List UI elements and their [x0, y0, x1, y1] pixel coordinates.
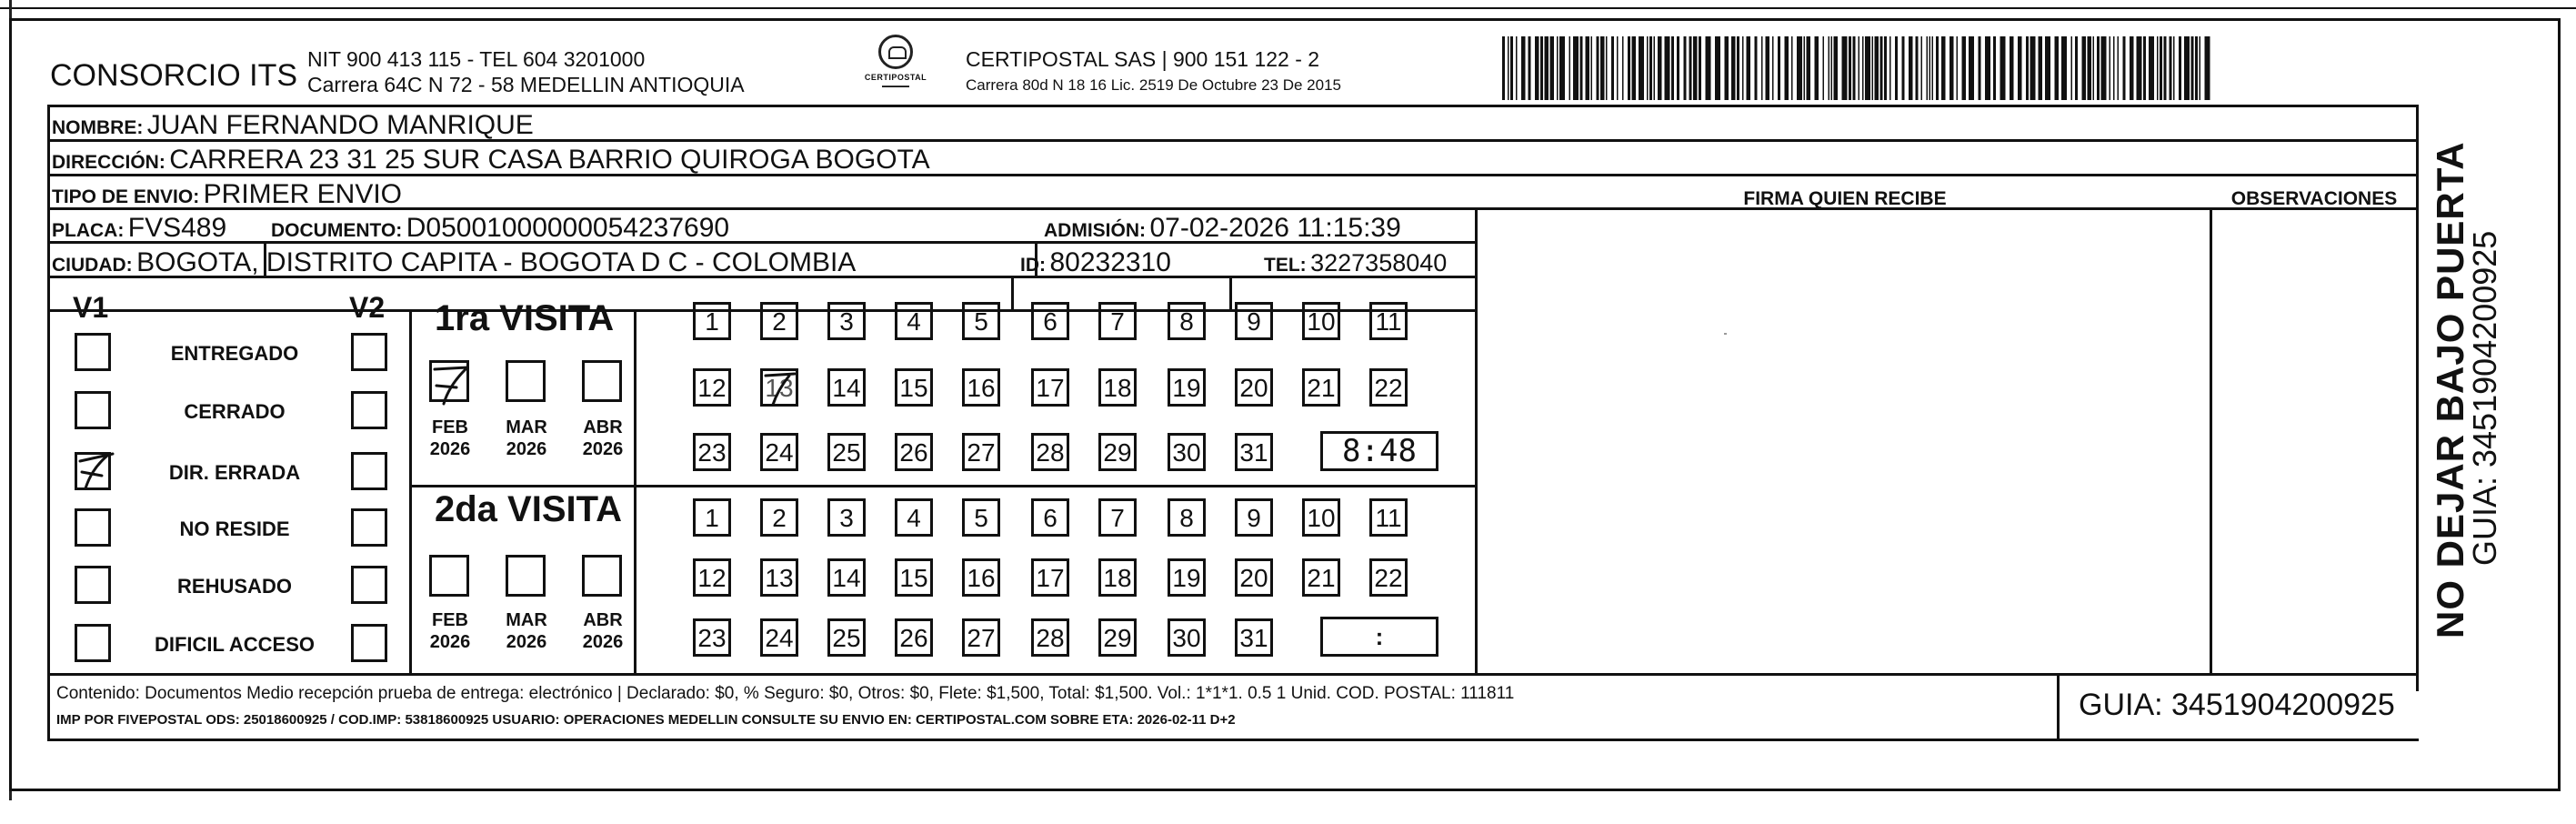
documento-field	[271, 215, 729, 242]
barcode-bar	[2088, 36, 2092, 100]
barcode-bar	[1597, 36, 1599, 100]
day-box[interactable]: 23	[693, 618, 731, 657]
barcode-bar	[1859, 36, 1860, 100]
day-box[interactable]: 13	[760, 368, 798, 407]
barcode-bar	[1815, 36, 1819, 100]
barcode-bar	[2173, 36, 2175, 100]
barcode-bar	[1622, 36, 1624, 100]
barcode-bar	[1936, 36, 1939, 100]
tipo-envio-field	[52, 181, 402, 208]
barcode-bar	[1797, 36, 1802, 100]
barcode-bar	[1516, 36, 1518, 100]
barcode-bar	[1927, 36, 1929, 100]
barcode-bar	[1862, 36, 1864, 100]
barcode-bar	[1557, 36, 1559, 100]
direccion-value: CARRERA 23 31 25 SUR CASA BARRIO QUIROGA BOGOTA	[169, 145, 930, 175]
barcode-bar	[1785, 36, 1789, 100]
month-label	[573, 417, 633, 460]
day-box[interactable]: 20	[1235, 368, 1273, 407]
barcode-bar	[1872, 36, 1874, 100]
logo-icon	[878, 35, 913, 69]
direccion-field	[52, 146, 930, 174]
day-box[interactable]: 16	[962, 368, 1000, 407]
barcode-bar	[2200, 36, 2201, 100]
barcode-bar	[2143, 36, 2146, 100]
v2-checkbox[interactable]	[351, 452, 387, 490]
tel-field	[1264, 251, 1447, 276]
month-year: 2026	[429, 632, 471, 652]
carrier-address: Carrera 80d N 18 16 Lic. 2519 De Octubre 23 De 2015	[966, 76, 1341, 94]
status-label: DIR. ERRADA	[168, 461, 301, 484]
barcode-bar	[1804, 36, 1806, 100]
month-checkbox[interactable]	[582, 360, 622, 402]
day-box[interactable]: 27	[962, 618, 1000, 657]
nombre-label: NOMBRE:	[52, 117, 144, 138]
scan-speck	[1724, 333, 1727, 335]
barcode-bar	[2010, 36, 2014, 100]
barcode-bar	[1921, 36, 1923, 100]
logo-tagline: ▬▬▬▬▬	[882, 84, 909, 89]
placa-value: FVS489	[127, 213, 227, 243]
barcode-bar	[2075, 36, 2078, 100]
observaciones-header: OBSERVACIONES	[2230, 188, 2398, 209]
status-label: ENTREGADO	[170, 342, 299, 365]
day-box[interactable]: 30	[1168, 618, 1206, 657]
barcode-bar	[1834, 36, 1839, 100]
top-rule	[0, 7, 2576, 9]
barcode-bar	[1807, 36, 1811, 100]
day-box[interactable]: 14	[827, 368, 866, 407]
status-label: REHUSADO	[177, 575, 292, 598]
nombre-field	[52, 112, 534, 139]
v2-checkbox[interactable]	[351, 566, 387, 604]
barcode	[1502, 36, 2211, 100]
barcode-bar	[1909, 36, 1913, 100]
ciudad-field	[52, 249, 856, 276]
day-box[interactable]: 8	[1168, 302, 1206, 340]
id-label: ID:	[1020, 255, 1046, 276]
barcode-bar	[1684, 36, 1687, 100]
visit-time-box[interactable]: 8:48	[1320, 431, 1438, 471]
ciudad-value: BOGOTA, DISTRITO CAPITA - BOGOTA D C - COLOMBIA	[136, 247, 857, 277]
day-box[interactable]: 19	[1168, 368, 1206, 407]
barcode-bar	[1791, 36, 1793, 100]
day-box[interactable]: 18	[1098, 368, 1137, 407]
day-box[interactable]: 18	[1098, 558, 1137, 597]
day-box[interactable]: 7	[1098, 302, 1137, 340]
barcode-bar	[2045, 36, 2050, 100]
month-year: 2026	[506, 439, 547, 459]
day-box[interactable]: 15	[895, 368, 933, 407]
barcode-bar	[1829, 36, 1830, 100]
barcode-bar	[1715, 36, 1720, 100]
day-box[interactable]: 1	[693, 498, 731, 537]
barcode-bar	[1529, 36, 1531, 100]
day-box[interactable]: 15	[895, 558, 933, 597]
month-label	[573, 609, 633, 653]
day-box[interactable]: 6	[1031, 498, 1069, 537]
v2-checkbox[interactable]	[351, 508, 387, 547]
day-box[interactable]: 16	[962, 558, 1000, 597]
month-name: ABR	[583, 610, 623, 630]
day-box[interactable]: 14	[827, 558, 866, 597]
day-box[interactable]: 10	[1302, 498, 1340, 537]
visit-2-title: 2da VISITA	[435, 489, 622, 529]
day-box[interactable]: 11	[1369, 498, 1408, 537]
barcode-bar	[2030, 36, 2036, 100]
day-box[interactable]: 30	[1168, 433, 1206, 471]
barcode-bar	[2110, 36, 2111, 100]
day-box[interactable]: 25	[827, 618, 866, 657]
month-label	[496, 417, 556, 460]
month-name: MAR	[506, 610, 547, 630]
tipo-envio-label: TIPO DE ENVIO:	[52, 186, 200, 207]
day-box[interactable]: 19	[1168, 558, 1206, 597]
day-box[interactable]: 29	[1098, 618, 1137, 657]
barcode-bar	[2055, 36, 2060, 100]
barcode-bar	[1875, 36, 1879, 100]
month-checkbox[interactable]	[506, 360, 546, 402]
day-box[interactable]: 5	[962, 498, 1000, 537]
barcode-bar	[1985, 36, 1990, 100]
footer-guia: GUIA: 3451904200925	[2079, 688, 2395, 722]
barcode-bar	[1950, 36, 1954, 100]
barcode-bar	[1731, 36, 1736, 100]
barcode-bar	[1962, 36, 1967, 100]
month-year: 2026	[582, 632, 624, 652]
barcode-bar	[1632, 36, 1637, 100]
day-box[interactable]: 4	[895, 302, 933, 340]
handwritten-check-mark	[429, 360, 473, 406]
barcode-bar	[1831, 36, 1833, 100]
barcode-bar	[1508, 36, 1509, 100]
barcode-bar	[2149, 36, 2154, 100]
barcode-bar	[2026, 36, 2029, 100]
carrier-name: CERTIPOSTAL SAS | 900 151 122 - 2	[966, 47, 1320, 71]
month-label	[496, 609, 556, 653]
logo-text: CERTIPOSTAL	[864, 73, 927, 82]
day-box[interactable]: 29	[1098, 433, 1137, 471]
barcode-bar	[1693, 36, 1698, 100]
visit-time-box[interactable]: :	[1320, 617, 1438, 657]
day-box[interactable]: 28	[1031, 433, 1069, 471]
barcode-bar	[2160, 36, 2162, 100]
barcode-bar	[1639, 36, 1644, 100]
barcode-bar	[1895, 36, 1898, 100]
barcode-bar	[1665, 36, 1670, 100]
day-box[interactable]: 13	[760, 558, 798, 597]
ciudad-label: CIUDAD:	[52, 255, 133, 276]
barcode-bar	[2097, 36, 2100, 100]
month-checkbox[interactable]	[429, 555, 469, 597]
barcode-bar	[2157, 36, 2159, 100]
v1-checkbox[interactable]	[75, 566, 111, 604]
admision-value: 07-02-2026 11:15:39	[1149, 213, 1401, 243]
barcode-bar	[1823, 36, 1825, 100]
barcode-bar	[2170, 36, 2172, 100]
barcode-bar	[1969, 36, 1974, 100]
day-box[interactable]: 28	[1031, 618, 1069, 657]
barcode-bar	[1742, 36, 1744, 100]
day-box[interactable]: 4	[895, 498, 933, 537]
barcode-bar	[1580, 36, 1583, 100]
placa-field	[52, 215, 226, 242]
company-nit: NIT 900 413 115 - TEL 604 3201000	[307, 47, 646, 71]
day-box[interactable]: 21	[1302, 368, 1340, 407]
barcode-bar	[1761, 36, 1763, 100]
nombre-value: JUAN FERNANDO MANRIQUE	[146, 110, 534, 140]
month-label	[420, 609, 480, 653]
barcode-bar	[1540, 36, 1543, 100]
day-box[interactable]: 24	[760, 433, 798, 471]
barcode-bar	[1916, 36, 1919, 100]
company-name: CONSORCIO ITS	[50, 58, 298, 93]
day-box[interactable]: 17	[1031, 558, 1069, 597]
barcode-bar	[1979, 36, 1981, 100]
day-box[interactable]: 3	[827, 302, 866, 340]
day-box[interactable]: 21	[1302, 558, 1340, 597]
footer-contents: Contenido: Documentos Medio recepción prueba de entrega: electrónico | Declarado: $0, % Seguro: $0, Otros: $0, Flete: $1,500, Total: $1,500. Vol.: 1*1*1. 0.5 1 Unid. COD. POSTAL: 111811	[56, 684, 1515, 703]
v1-checkbox[interactable]	[75, 624, 111, 662]
barcode-bar	[1941, 36, 1946, 100]
barcode-bar	[1902, 36, 1905, 100]
admision-label: ADMISIÓN:	[1044, 220, 1146, 241]
barcode-bar	[2018, 36, 2022, 100]
barcode-bar	[1993, 36, 1996, 100]
month-name: MAR	[506, 417, 547, 437]
barcode-bar	[1737, 36, 1739, 100]
status-label: CERRADO	[184, 400, 286, 423]
day-box[interactable]: 22	[1369, 368, 1408, 407]
month-checkbox[interactable]	[506, 555, 546, 597]
barcode-bar	[1628, 36, 1630, 100]
barcode-bar	[2113, 36, 2115, 100]
day-box[interactable]: 20	[1235, 558, 1273, 597]
visit-1-title: 1ra VISITA	[435, 298, 615, 338]
day-box[interactable]: 2	[760, 302, 798, 340]
status-label: DIFICIL ACCESO	[154, 633, 315, 656]
barcode-bar	[1550, 36, 1555, 100]
direccion-label: DIRECCIÓN:	[52, 152, 165, 173]
barcode-bar	[1853, 36, 1856, 100]
month-checkbox[interactable]	[582, 555, 622, 597]
day-box[interactable]: 12	[693, 368, 731, 407]
barcode-bar	[2191, 36, 2194, 100]
barcode-bar	[1884, 36, 1887, 100]
v1-checkbox[interactable]	[75, 508, 111, 547]
barcode-bar	[2179, 36, 2181, 100]
barcode-bar	[2039, 36, 2043, 100]
v1-checkbox[interactable]	[75, 333, 111, 371]
day-box[interactable]: 23	[693, 433, 731, 471]
footer-imp-info: IMP POR FIVEPOSTAL ODS: 25018600925 / COD.IMP: 53818600925 USUARIO: OPERACIONES MEDELLIN CONSULTE SU ENVIO EN: CERTIPOSTAL.COM SOBRE ETA: 2026-02-11 D+2	[56, 712, 1236, 728]
barcode-bar	[2118, 36, 2120, 100]
barcode-bar	[1706, 36, 1711, 100]
day-box[interactable]: 17	[1031, 368, 1069, 407]
id-field	[1020, 249, 1171, 276]
barcode-bar	[2082, 36, 2087, 100]
v1-checkbox[interactable]	[75, 391, 111, 429]
barcode-bar	[1600, 36, 1605, 100]
barcode-bar	[2205, 36, 2210, 100]
day-box[interactable]: 26	[895, 618, 933, 657]
v2-checkbox[interactable]	[351, 333, 387, 371]
barcode-bar	[1569, 36, 1571, 100]
barcode-bar	[1766, 36, 1770, 100]
barcode-bar	[2184, 36, 2190, 100]
barcode-bar	[1677, 36, 1679, 100]
day-box[interactable]: 7	[1098, 498, 1137, 537]
firma-header: FIRMA QUIEN RECIBE	[1743, 188, 1947, 209]
day-box[interactable]: 11	[1369, 302, 1408, 340]
barcode-bar	[1535, 36, 1539, 100]
barcode-bar	[2137, 36, 2142, 100]
barcode-bar	[1689, 36, 1692, 100]
barcode-bar	[1591, 36, 1593, 100]
barcode-bar	[2164, 36, 2167, 100]
day-box[interactable]: 25	[827, 433, 866, 471]
day-box[interactable]: 9	[1235, 498, 1273, 537]
barcode-bar	[1617, 36, 1619, 100]
barcode-bar	[1755, 36, 1758, 100]
barcode-bar	[1521, 36, 1526, 100]
day-box[interactable]: 22	[1369, 558, 1408, 597]
barcode-bar	[1957, 36, 1959, 100]
v2-header: V2	[349, 291, 386, 324]
barcode-bar	[1649, 36, 1652, 100]
handwritten-day-mark	[762, 370, 798, 407]
barcode-bar	[1573, 36, 1579, 100]
day-box[interactable]: 12	[693, 558, 731, 597]
barcode-bar	[1842, 36, 1848, 100]
barcode-bar	[1606, 36, 1608, 100]
status-label: NO RESIDE	[179, 518, 290, 540]
barcode-bar	[2123, 36, 2126, 100]
month-name: FEB	[432, 417, 468, 437]
certipostal-logo	[846, 35, 946, 107]
barcode-bar	[1671, 36, 1674, 100]
side-notice: NO DEJAR BAJO PUERTA	[2429, 141, 2471, 638]
id-value: 80232310	[1049, 247, 1171, 277]
day-box[interactable]: 31	[1235, 433, 1273, 471]
tipo-envio-value: PRIMER ENVIO	[203, 179, 403, 209]
barcode-bar	[1611, 36, 1614, 100]
barcode-bar	[1880, 36, 1883, 100]
barcode-bar	[1889, 36, 1891, 100]
barcode-bar	[1647, 36, 1649, 100]
barcode-bar	[2071, 36, 2073, 100]
barcode-bar	[1849, 36, 1851, 100]
company-address: Carrera 64C N 72 - 58 MEDELLIN ANTIOQUIA	[307, 73, 745, 96]
barcode-bar	[2093, 36, 2095, 100]
admision-field	[1044, 215, 1401, 242]
barcode-bar	[1932, 36, 1934, 100]
day-box[interactable]: 3	[827, 498, 866, 537]
handwritten-check-mark	[76, 448, 116, 492]
day-box[interactable]: 5	[962, 302, 1000, 340]
v1-header: V1	[73, 291, 109, 324]
placa-label: PLACA:	[52, 220, 125, 241]
day-box[interactable]: 31	[1235, 618, 1273, 657]
month-year: 2026	[506, 632, 547, 652]
month-label	[420, 417, 480, 460]
barcode-bar	[1747, 36, 1751, 100]
barcode-bar	[1545, 36, 1549, 100]
documento-value: D05001000000054237690	[406, 213, 730, 243]
barcode-bar	[1586, 36, 1590, 100]
day-box[interactable]: 8	[1168, 498, 1206, 537]
day-box[interactable]: 27	[962, 433, 1000, 471]
month-year: 2026	[429, 439, 471, 459]
barcode-bar	[1699, 36, 1701, 100]
day-box[interactable]: 1	[693, 302, 731, 340]
v2-checkbox[interactable]	[351, 391, 387, 429]
v2-checkbox[interactable]	[351, 624, 387, 662]
side-guia: GUIA: 3451904200925	[2466, 230, 2503, 566]
barcode-bar	[2000, 36, 2006, 100]
month-year: 2026	[582, 439, 624, 459]
tel-label: TEL:	[1264, 255, 1307, 276]
barcode-bar	[1778, 36, 1780, 100]
day-box[interactable]: 2	[760, 498, 798, 537]
day-box[interactable]: 10	[1302, 302, 1340, 340]
barcode-bar	[2061, 36, 2067, 100]
day-box[interactable]: 9	[1235, 302, 1273, 340]
month-name: ABR	[583, 417, 623, 437]
barcode-bar	[1559, 36, 1565, 100]
barcode-bar	[1772, 36, 1774, 100]
barcode-bar	[2101, 36, 2107, 100]
barcode-bar	[1502, 36, 1505, 100]
barcode-bar	[1654, 36, 1656, 100]
barcode-bar	[2130, 36, 2134, 100]
day-box[interactable]: 26	[895, 433, 933, 471]
day-box[interactable]: 6	[1031, 302, 1069, 340]
documento-label: DOCUMENTO:	[271, 220, 403, 241]
barcode-bar	[1865, 36, 1870, 100]
barcode-bar	[1725, 36, 1729, 100]
barcode-bar	[1658, 36, 1662, 100]
tel-value: 3227358040	[1310, 249, 1448, 276]
day-box[interactable]: 24	[760, 618, 798, 657]
barcode-bar	[1929, 36, 1931, 100]
barcode-bar	[2195, 36, 2198, 100]
month-name: FEB	[432, 610, 468, 630]
barcode-bar	[1510, 36, 1513, 100]
